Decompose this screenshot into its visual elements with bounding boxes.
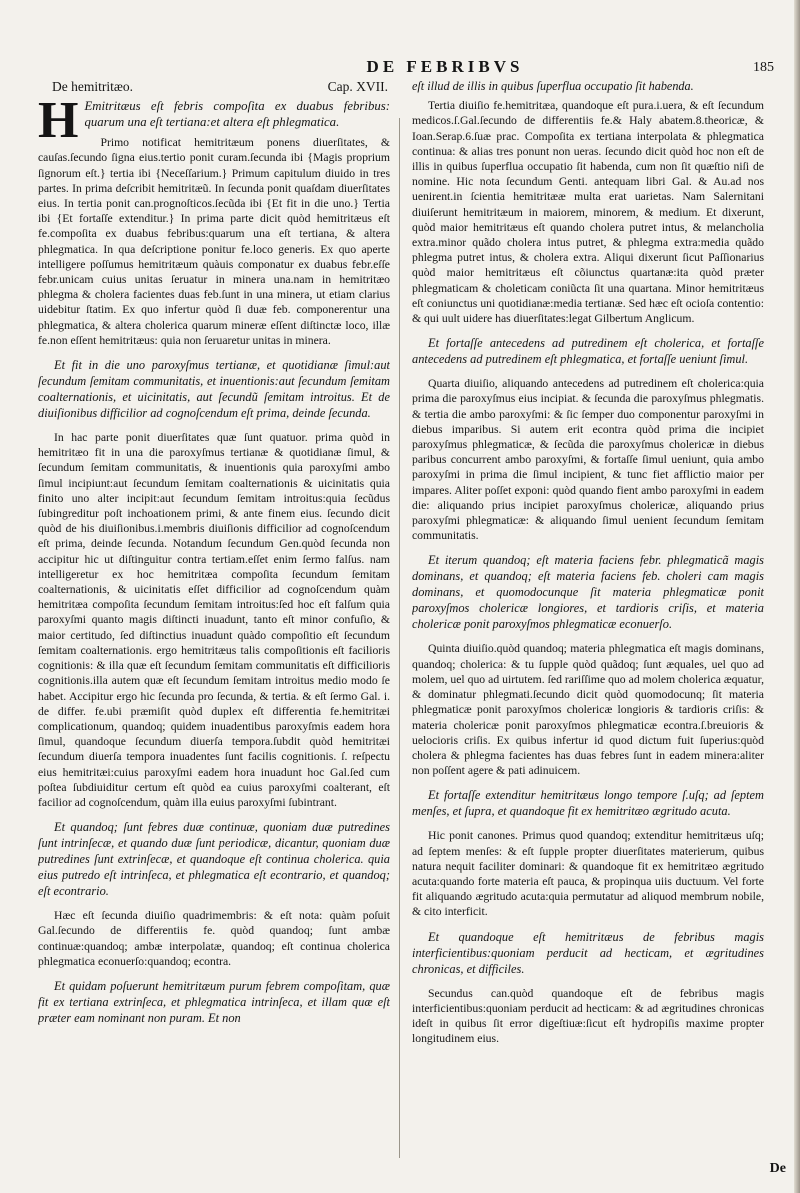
- page-number: 185: [753, 60, 774, 75]
- lemma-text: Et fit in die uno paroxyſmus tertianæ, et quotidianæ ſimul:aut ſecundum ſemitam communitatis, et inuentionis:aut ſecundum ſemitam coalternationis, et uicinitatis, aut ſecundũ ſemitam introitus. Et de diuiſionibus difficilior ad cognoſcendum eſt prima, deinde ſecunda.: [38, 358, 390, 421]
- running-title: DE FEBRIBVS: [366, 57, 524, 76]
- commentary-paragraph: Hic ponit canones. Primus quod quandoq; extenditur hemitritæus uſq; ad ſeptem menſes: & eſt ſupple propter diuerſitates materierum, quibus natura nequit faciliter dominari: & quandoque fit ex hemitritæo ægritudo acuta:quando forte materia eſt pauca, & propinqua uiis ductuum. Vel forte fit aliquando ægritudo acuta:quia permutatur ad aliquod membrum nobile, & cito interficit.: [412, 829, 764, 919]
- chapter-title: De hemitritæo.: [52, 79, 133, 94]
- chapter-number: Cap. XVII.: [327, 79, 388, 94]
- lemma-text: Et iterum quandoq; eſt materia faciens febr. phlegmaticã magis dominans, et quandoq; eſt materia faciens feb. choleri cam magis dominans, et quomodocunque ſit materia phlegmaticæ ponit paroxyſmos cholericæ longiores, et tardioris criſis, et materia cholericæ ponit paroxyſmos phlegmaticæ econuerſo.: [412, 553, 764, 632]
- commentary-paragraph: Quarta diuiſio, aliquando antecedens ad putredinem eſt cholerica:quia prima die paroxyſmus eius incipiat. & ſecunda die paroxyſmus phlegmatis. & tertia die ambo paroxyſmi: & ſic ſemper duo componentur paroxyſmi in diebus imparibus. Si autem erit econtra quòd prima die incipiet paroxyſmus phlegmaticæ, & ſecũda die paroxyſmus cholericæ in diebus paribus concurrent ambo paroxyſmi, & fortaſſe ſimul ueniunt, quia ambo paroxyſmi in prima die ſimul incipient, & tunc fiet afflictio maior per impares. Aliter poſſet exponi: quòd quando fient ambo paroxyſmi in eadem die: aliquando prius incipiet paroxyſmus cholericæ, aliquando prius paroxyſmi phlegmaticæ: & aliquando ſimul uenient ſecundum ſemitam communitatis.: [412, 377, 764, 543]
- lemma-text: Et quandoque eſt hemitritæus de febribus magis interficientibus:quoniam perducit ad hecticam, et ægritudines chronicas, et difficiles.: [412, 929, 764, 976]
- right-column: [412, 79, 764, 1169]
- commentary-paragraph: Tertia diuiſio fe.hemitritæa, quandoque eſt pura.i.uera, & eſt ſecundum medicos.ſ.Gal.ſecundo de differentiis fe.& Haly abatem.8.theoricæ, & Ioan.Serap.6.ſuæ prac. Compoſita ex tertiana interpolata & phlegmatica continua: & alias tres ponunt non ueras. ſecundo dicit quòd hoc non eſt de illis in quibus ſuperflua occupatio ſit habenda, cum non ſit quæſtio niſi de nomine. Hic nota ſecundum Genti. antequam libri Gal. & Au.ad nos uenirent.in ſcientia hemitritææ multa erat uarietas. Nam Salernitani diuiſerunt hemitritæum in maiorem, minorem, & medium. Et dixerunt, quòd maior hemitritæus eſt quando cholera putret intus, & melancholia extra.minor quãdo cholera intus putret, & phlegma extra:media quãdo phlegma putret intus, & cholera extra. Aliqui dixerunt ſicut Paſſionarius quòd maior hemitritæus eſt cõiunctus quartanæ:ita quòd præter phlegmaticam & choleticam coniũcta ſit una quartana. Minor hemitritæus eſt coniunctus uni quotidianæ:media tertianæ. Sed hæc eſt ocioſa contentio: & qui uult uidere has diuerſitates:legat Gilbertum Anglicum.: [412, 99, 764, 326]
- left-column: [38, 79, 390, 1169]
- drop-cap: H: [38, 92, 79, 150]
- opening-lemma: [38, 92, 390, 150]
- lemma-text: Et quandoq; ſunt febres duæ continuæ, quoniam duæ putredines ſunt intrinſecæ, et quando duæ ſunt periodicæ, dicantur, quoniam duæ putredines ſunt extrinſecæ, et quandoque eſt continua cholerica. quia eius putredo eſt intrinſeca, et phlegmatica eſt econtrario, et quandoq; eſt econtrario.: [38, 820, 390, 899]
- column-divider: [399, 118, 400, 1158]
- chapter-heading: [52, 79, 388, 94]
- catchword: De: [769, 1161, 786, 1176]
- lemma-text: Et fortaſſe antecedens ad putredinem eſt cholerica, et fortaſſe antecedens ad putredinem eſt phlegmatica, et fortaſſe ueniunt ſimul.: [412, 336, 764, 367]
- lemma-text: Et quidam poſuerunt hemitritæum purum febrem compoſitam, quæ fit ex tertiana extrinſeca, et phlegmatica intrinſeca, et illam quæ eſt præter eam nominant non puram. Et non: [38, 978, 390, 1025]
- commentary-paragraph: Quinta diuiſio.quòd quandoq; materia phlegmatica eſt magis dominans, quandoq; cholerica: & tu ſupple quòd quãdoq; ſunt æquales, uel quo ad molem, uel quo ad uirtutem. ſed rariſſime quo ad molem cholerica æquatur, & dominatur phlegmati.ſecundo dicit quòd quomodocunq; ſit materia phlegmaticæ ponit paroxyſmos cholericæ longioris & tardioris criſis: & materia cholericæ ponit paroxyſmos phlegmaticæ econtra.ſ.breuioris & uelocioris criſis. Ex quibus infertur id quod dictum fuit ſuperius:quòd cholera & phlegma facientes has duas febres ſunt in eadem minera:aliter non poſſent agere & pati adinuicem.: [412, 642, 764, 778]
- lemma-text: Et fortaſſe extenditur hemitritæus longo tempore ſ.uſq; ad ſeptem menſes, et ſupra, et quandoque fit ex hemitritæo ægritudo acuta.: [412, 788, 764, 819]
- page-edge-shadow: [794, 0, 800, 1193]
- lemma-continuation: eſt illud de illis in quibus ſuperflua occupatio ſit habenda.: [412, 79, 694, 93]
- commentary-paragraph: Secundus can.quòd quandoque eſt de febribus magis interficientibus:quoniam perducit ad hecticam: & ad ægritudines chronicas ideſt in quibus ſit error digeſtiuæ:ſicut eſt hydropiſis maxime propter longitudinem eius.: [412, 986, 764, 1046]
- commentary-paragraph: Primo notificat hemitritæum ponens diuerſitates, & cauſas.ſecundo ſigna eius.tertio ponit curam.ſecunda ibi {Magis proprium ſignorum eſt.} tertia ibi {Neceſſarium.} Primum capitulum diuido in tres partes. In prima deſcribit hemitritæũ. In ſecunda ponit quaſdam diuerſitates eius. In tertia ponit can.prognoſticos.ſecũda ibi {Et fit in die uno.} Tertia ibi {Et fortaſſe extenditur.} In prima parte dicit quòd hemitritæus eſt fe.compoſita ex duabus febribus:quarum una eſt tertiana, & altera phlegmatica. In qua deſcriptione ponitur fe.loco generis. Ex quo aperte intelligere poſſumus hemitritæum quàuis componatur ex duabus febr.eſſe febr.unicam cuius unitas ſeruatur in minera una.nam in hemitritæo phlegma & cholera facientes duas feb.ſunt in una minera, ut etiam clarius uidebitur ſtatim. Ex quo infertur quòd ſi duæ feb. componerentur una phlegmatica, & altera cholerica quarum mineræ eſſent diſtinctæ loco, illæ fe.non eſſent hemitritæus: quia non ſeruaretur unitas in minera.: [38, 136, 390, 347]
- commentary-paragraph: In hac parte ponit diuerſitates quæ ſunt quatuor. prima quòd in hemitritæo fit in una die paroxyſmus tertianæ & quotidianæ ſimul, & ſecundum ſemitam communitatis, & inuentionis quia paroxyſmi ambo ſimul incipiunt:aut ſecundum ſemitam coalternationis & uicinitatis quia finito uno alter incipit:aut ſecundum ſemitam introitus:quia ſecũdus ſubingreditur poſt inchoationem primi, & ante finem eius. ſecundo dicit quòd de his diuiſionibus.i.membris diuiſionis difficilior ad cognoſcendum eſt prima, deinde ſecunda. Notandum ſecundum Gen.quòd ſecunda non accipitur hic ut diſtinguitur contra tertiam.eſſet enim ſermo falſus. nam intelligeretur ex hoc hemitritæa compoſita ſecundum ſemitam coalternationis, & uicinitatis eſſet difficilior ad cognoſcendum quàm hemitritæa compoſita ſecundum ſemitam introitus:ſed hoc eſt falſum quia paroxyſmi quanto magis diſtincti inuadunt, tanto eſt minor confuſio, & maior certitudo, ſed diſtinctius inuadunt quàdo compoſitio eſt ſecundum ſemitam coalternationis. ergo hemitritæus talis compoſitionis eſt facilioris cognitionis: & illa quæ eſt ſecundum ſemitam communitatis eſt difficilioris cognitionis.illa autem quæ eſt ſecundum ſemitam introitus medio modo ſe habet. Accipitur ergo hic ſecunda pro ſecunda, & tertia. & eſt ſermo Gal. i. de differ. fe.ubi præmiſit quòd duplex eſt differentia fe.hemitritæi complicationum, quandoq; quidem inuadentibus paroxyſmis eadem hora ſimul, quandoque ſecundum diuerſa tempora.ſubdit quòd hemitritæi ſecundum diuerſa tempora inuadentes ſunt facilis cognitionis. ſ. reſpectu eius hemitritæi:cuius paroxyſmi eadem hora inuadunt hoc Gal.ſed cum poſtea ſubdiuiditur certum eſt quòd ea cuius paroxyſmi coalterant, eſt facilior ad cognoſcendum, quàm illa euius paroxyſmi ſubintrant.: [38, 431, 390, 809]
- opening-text: Emitritæus eſt febris compoſita ex duabus febribus: quarum una eſt tertiana:et altera eſt phlegmatica.: [84, 99, 390, 130]
- commentary-paragraph: Hæc eſt ſecunda diuiſio quadrimembris: & eſt nota: quàm poſuit Gal.ſecundo de differentiis fe. quòd quandoq; ſunt ambæ continuæ:quandoq; ambæ interpolatæ, quandoq; eſt continua cholerica phlegmatica econuerſo:quandoq; econtra.: [38, 909, 390, 968]
